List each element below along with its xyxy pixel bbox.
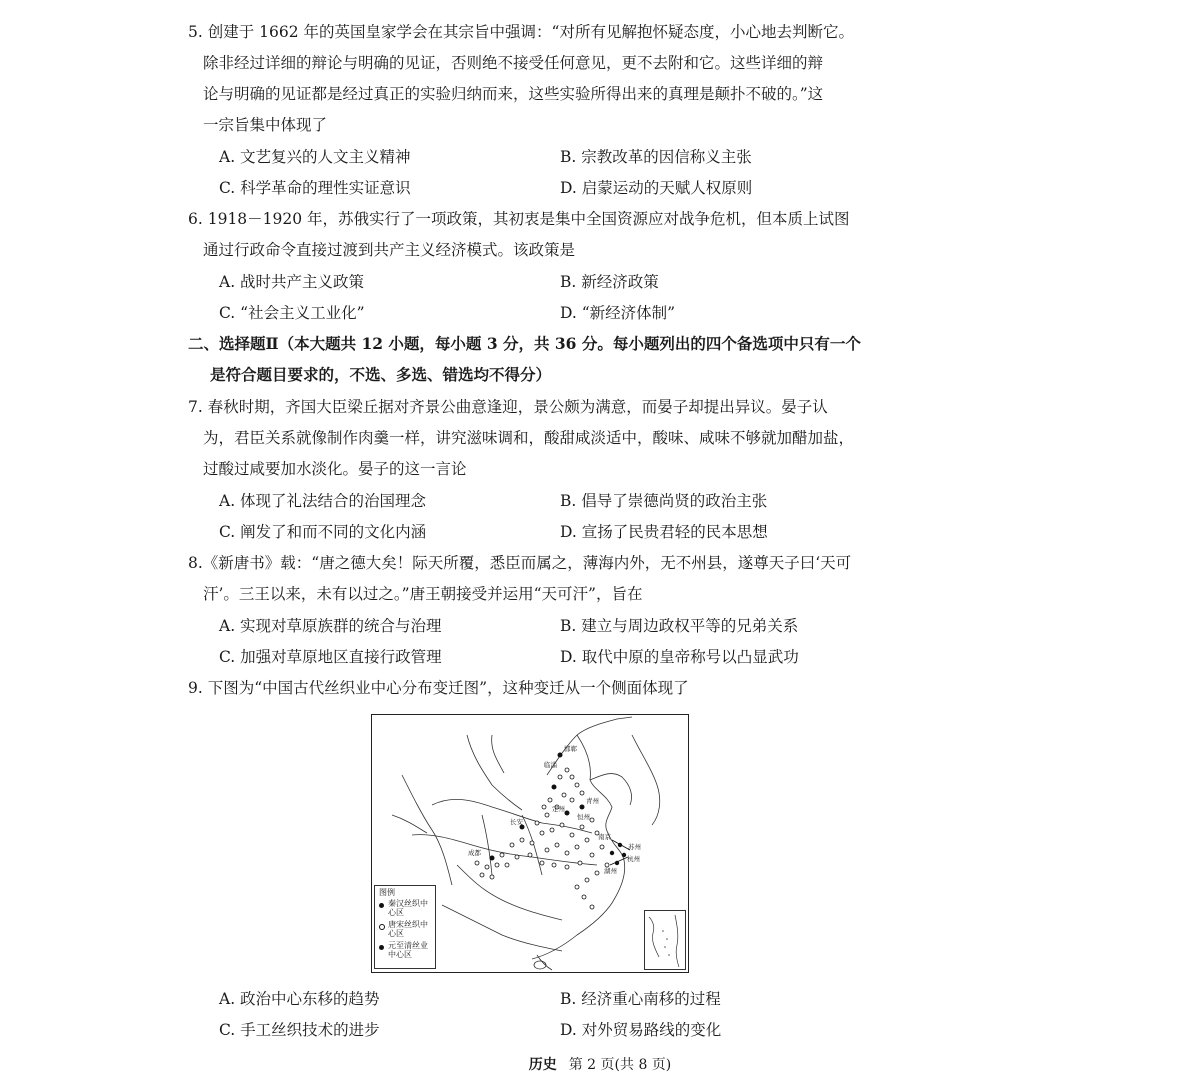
q8-option-b: B. 建立与周边政权平等的兄弟关系	[560, 617, 799, 635]
q9-option-a: A. 政治中心东移的趋势	[219, 990, 380, 1008]
legend-item-qinhan	[379, 899, 433, 917]
q8-stem-line1: 8.《新唐书》载：“唐之德大矣！际天所覆，悉臣而属之，薄海内外，无不州县，遂尊天子曰‘天可	[188, 554, 852, 572]
footer-page-number: 第 2 页(共 8 页)	[568, 1057, 672, 1073]
q7-stem-line2: 为，君臣关系就像制作肉羹一样，讲究滋味调和，酸甜咸淡适中，酸味、咸味不够就加醋加盐，	[203, 429, 855, 447]
q9-stem-line1: 9. 下图为“中国古代丝织业中心分布变迁图”，这种变迁从一个侧面体现了	[188, 679, 689, 697]
q5-option-a: A. 文艺复兴的人文主义精神	[219, 148, 411, 166]
section2-heading-line1: 二、选择题Ⅱ（本大题共 12 小题，每小题 3 分，共 36 分。每小题列出的四个备选项中只有一个	[188, 334, 861, 353]
place-label-4: 青州	[586, 797, 599, 805]
q8-option-d: D. 取代中原的皇帝称号以凸显武功	[560, 648, 799, 666]
q8-option-a: A. 实现对草原族群的统合与治理	[219, 617, 442, 635]
q5-stem-line3: 论与明确的见证都是经过真正的实验归纳而来，这些实验所得出来的真理是颠扑不破的。”这	[203, 85, 824, 103]
legend-label-tangsong: 唐宋丝织中心区	[388, 920, 428, 938]
small-dot-icon	[379, 945, 384, 950]
q7-option-b: B. 倡导了崇德尚贤的政治主张	[560, 492, 768, 510]
place-label-10: 苏州	[628, 843, 641, 851]
place-label-9: 湖州	[604, 867, 617, 875]
place-label-8: 杭州	[627, 855, 640, 863]
place-label-7: 南京	[598, 833, 611, 841]
footer-subject: 历史	[528, 1057, 557, 1073]
section2-heading-line2: 是符合题目要求的，不选、多选、错选均不得分）	[210, 365, 552, 384]
q7-option-c: C. 阐发了和而不同的文化内涵	[219, 523, 427, 541]
q7-stem-line1: 7. 春秋时期，齐国大臣梁丘据对齐景公曲意逢迎，景公颇为满意，而晏子却提出异议。晏子认	[188, 398, 828, 416]
legend-title: 图例	[379, 888, 395, 897]
q8-option-c: C. 加强对草原地区直接行政管理	[219, 648, 442, 666]
legend-item-yuanqing	[379, 941, 433, 959]
q7-stem-line3: 过酸过咸要加水淡化。晏子的这一言论	[203, 460, 467, 478]
q6-stem-line1: 6. 1918－1920 年，苏俄实行了一项政策，其初衷是集中全国资源应对战争危机，但本质上试图	[188, 210, 850, 228]
place-label-0: 邯郸	[564, 745, 577, 753]
place-label-2: 定州	[552, 805, 565, 813]
q9-option-d: D. 对外贸易路线的变化	[560, 1021, 722, 1039]
silk-industry-map	[371, 714, 689, 973]
place-label-1: 临淄	[544, 761, 557, 769]
q8-stem-line2: 汗’。三王以来，未有以过之。”唐王朝接受并运用“天可汗”，旨在	[203, 585, 643, 603]
legend-item-tangsong	[379, 920, 433, 938]
open-circle-icon	[379, 924, 385, 930]
q5-option-c: C. 科学革命的理性实证意识	[219, 179, 411, 197]
q6-stem-line2: 通过行政命令直接过渡到共产主义经济模式。该政策是	[203, 241, 576, 259]
page-footer	[0, 1054, 1200, 1074]
legend-label-yuanqing: 元至清丝业中心区	[388, 941, 428, 959]
map-legend	[374, 885, 436, 969]
place-label-6: 成都	[468, 849, 481, 857]
q6-option-c: C. “社会主义工业化”	[219, 304, 365, 322]
q6-option-a: A. 战时共产主义政策	[219, 273, 365, 291]
q5-option-b: B. 宗教改革的因信称义主张	[560, 148, 752, 166]
q7-option-a: A. 体现了礼法结合的治国理念	[219, 492, 427, 510]
q5-stem-line1: 5. 创建于 1662 年的英国皇家学会在其宗旨中强调：“对所有见解抱怀疑态度，小心地去判断它。	[188, 23, 854, 41]
legend-label-qinhan: 秦汉丝织中心区	[388, 899, 428, 917]
q5-stem-line4: 一宗旨集中体现了	[203, 116, 328, 134]
q5-stem-line2: 除非经过详细的辩论与明确的见证，否则绝不接受任何意见，更不去附和它。这些详细的辩	[203, 54, 824, 72]
q9-option-b: B. 经济重心南移的过程	[560, 990, 721, 1008]
q6-option-d: D. “新经济体制”	[560, 304, 676, 322]
q7-option-d: D. 宣扬了民贵君轻的民本思想	[560, 523, 768, 541]
south-china-sea-inset	[644, 910, 686, 970]
place-label-3: 恒州	[577, 813, 590, 821]
q5-option-d: D. 启蒙运动的天赋人权原则	[560, 179, 753, 197]
place-label-5: 长安	[510, 818, 523, 826]
q9-option-c: C. 手工丝织技术的进步	[219, 1021, 380, 1039]
q6-option-b: B. 新经济政策	[560, 273, 659, 291]
filled-dot-icon	[379, 903, 384, 908]
inset-map-drawing	[645, 911, 685, 969]
